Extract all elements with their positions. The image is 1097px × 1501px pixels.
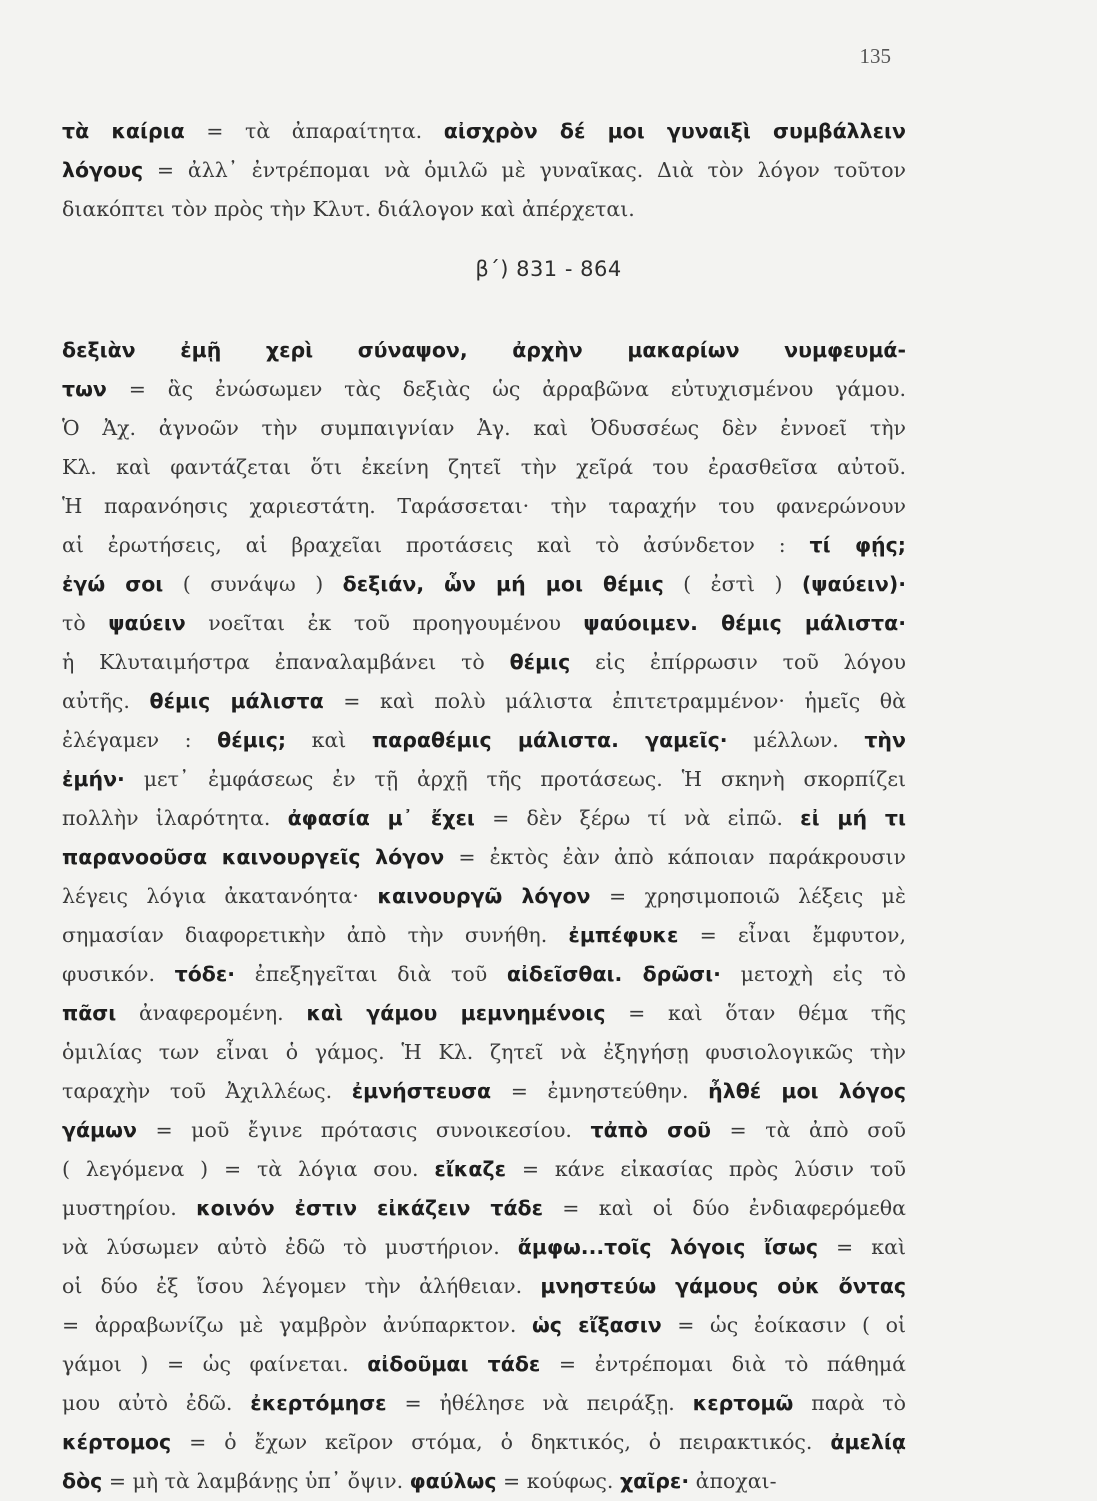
lemma-term: ἐμνήστευσα bbox=[351, 1079, 492, 1103]
text-line bbox=[62, 409, 906, 448]
gloss-text: = ἃς ἐνώσωμεν τὰς δεξιὰς ὡς ἀρραβῶνα εὐτυχισμένου γάμου. bbox=[106, 377, 906, 401]
text-line bbox=[62, 1189, 906, 1228]
lemma-term: ὡς εἴξασιν bbox=[531, 1313, 662, 1337]
gloss-text: ( συνάψω ) bbox=[163, 572, 343, 596]
gloss-text: = κούφως. bbox=[496, 1469, 620, 1493]
text-line bbox=[62, 151, 906, 190]
lemma-term: ἐγώ σοι bbox=[62, 572, 164, 596]
text-line bbox=[62, 604, 906, 643]
gloss-text: ἀποχαι- bbox=[689, 1469, 777, 1493]
text-line bbox=[62, 190, 906, 229]
gloss-text: Ὁ Ἀχ. ἀγνοῶν τὴν συμπαιγνίαν Ἀγ. καὶ Ὀδυσσέως δὲν ἐννοεῖ τὴν bbox=[62, 416, 906, 440]
gloss-text: εἰς ἐπίρρωσιν τοῦ λόγου bbox=[570, 650, 906, 674]
lemma-term: δὸς bbox=[62, 1469, 103, 1493]
text-line bbox=[62, 1033, 906, 1072]
lemma-term: αἰδοῦμαι τάδε bbox=[367, 1352, 541, 1376]
lemma-term: ἄμφω...τοῖς λόγοις ἴσως bbox=[517, 1235, 818, 1259]
text-line bbox=[62, 448, 906, 487]
lemma-term: καινουργῶ λόγον bbox=[377, 884, 591, 908]
gloss-text: = τὰ ἀπὸ σοῦ bbox=[711, 1118, 906, 1142]
lemma-term: ἐμήν· bbox=[62, 767, 125, 791]
gloss-text: = καὶ οἱ δύο ἐνδιαφερόμεθα bbox=[543, 1196, 906, 1220]
gloss-text: καὶ bbox=[286, 728, 372, 752]
gloss-text: παρὰ τὸ bbox=[793, 1391, 906, 1415]
gloss-text: = μοῦ ἔγινε πρότασις συνοικεσίου. bbox=[136, 1118, 591, 1142]
text-line bbox=[62, 1306, 906, 1345]
lemma-term: μνηστεύω γάμους οὐκ ὄντας bbox=[540, 1274, 906, 1298]
text-line bbox=[62, 370, 906, 409]
gloss-text: = ἠθέλησε νὰ πειράξῃ. bbox=[386, 1391, 693, 1415]
text-line bbox=[62, 682, 906, 721]
gloss-text: διακόπτει τὸν πρὸς τὴν Κλυτ. διάλογον καὶ ἀπέρχεται. bbox=[62, 197, 635, 221]
lemma-term: ἐμπέφυκε bbox=[568, 923, 679, 947]
gloss-text: Ἡ παρανόησις χαριεστάτη. Ταράσσεται· τὴν ταραχήν του φανερώνουν bbox=[62, 494, 906, 518]
text-line bbox=[62, 838, 906, 877]
text-line bbox=[62, 1384, 906, 1423]
text-line bbox=[62, 760, 906, 799]
lemma-term: αἰδεῖσθαι. δρῶσι· bbox=[506, 962, 721, 986]
text-line bbox=[62, 1111, 906, 1150]
page-number: 135 bbox=[859, 44, 891, 68]
gloss-text: = εἶναι ἔμφυτον, bbox=[678, 923, 906, 947]
lemma-term: φαύλως bbox=[409, 1469, 497, 1493]
gloss-text: αἱ ἐρωτήσεις, αἱ βραχεῖαι προτάσεις καὶ τὸ ἀσύνδετον : bbox=[62, 533, 810, 557]
lemma-term: θέμις μάλιστα bbox=[149, 689, 324, 713]
gloss-text: γάμοι ) = ὡς φαίνεται. bbox=[62, 1352, 368, 1376]
lemma-term: τόδε· bbox=[174, 962, 236, 986]
gloss-text: = καὶ bbox=[818, 1235, 906, 1259]
lemma-term: τὰ καίρια bbox=[62, 119, 185, 143]
text-line bbox=[62, 331, 906, 370]
text-line bbox=[62, 1150, 906, 1189]
lemma-term: ἦλθέ μοι λόγος bbox=[708, 1079, 906, 1103]
gloss-text: = τὰ ἀπαραίτητα. bbox=[184, 119, 444, 143]
gloss-text: = χρησιμοποιῶ λέξεις μὲ bbox=[590, 884, 906, 908]
lemma-term: δεξιάν, ὧν μή μοι θέμις bbox=[342, 572, 664, 596]
gloss-text: ἀναφερομένη. bbox=[116, 1001, 307, 1025]
gloss-text: ἡ Κλυταιμήστρα ἐπαναλαμβάνει τὸ bbox=[62, 650, 510, 674]
text-line bbox=[62, 799, 906, 838]
text-line bbox=[62, 1423, 906, 1462]
lemma-term: κερτομῶ bbox=[692, 1391, 794, 1415]
gloss-text: ( ἐστὶ ) bbox=[663, 572, 802, 596]
text-line bbox=[62, 994, 906, 1033]
gloss-text: φυσικόν. bbox=[62, 962, 175, 986]
text-line bbox=[62, 877, 906, 916]
lemma-term: δεξιὰν ἐμῇ χερὶ σύναψον, ἀρχὴν μακαρίων νυμφευμά- bbox=[62, 338, 906, 362]
lemma-term: ψαύοιμεν. θέμις μάλιστα· bbox=[583, 611, 906, 635]
gloss-text: σημασίαν διαφορετικὴν ἀπὸ τὴν συνήθη. bbox=[62, 923, 569, 947]
lemma-term: πᾶσι bbox=[62, 1001, 117, 1025]
paragraph-commentary-831-864 bbox=[62, 331, 906, 1501]
text-line bbox=[62, 955, 906, 994]
lemma-term: ψαύειν bbox=[108, 611, 186, 635]
text-line bbox=[62, 1072, 906, 1111]
lemma-term: ἐκερτόμησε bbox=[250, 1391, 387, 1415]
lemma-term: κοινόν ἐστιν εἰκάζειν τάδε bbox=[196, 1196, 544, 1220]
text-line bbox=[62, 916, 906, 955]
lemma-term: τἀπὸ σοῦ bbox=[590, 1118, 712, 1142]
lemma-term: αἰσχρὸν δέ μοι γυναιξὶ συμβάλλειν bbox=[443, 119, 906, 143]
text-line bbox=[62, 565, 906, 604]
text-line bbox=[62, 1462, 906, 1501]
gloss-text: ἐλέγαμεν : bbox=[62, 728, 218, 752]
gloss-text: = δὲν ξέρω τί νὰ εἰπῶ. bbox=[474, 806, 801, 830]
gloss-text: = ἐντρέπομαι διὰ τὸ πάθημά bbox=[540, 1352, 906, 1376]
gloss-text: λέγεις λόγια ἀκατανόητα· bbox=[62, 884, 378, 908]
gloss-text: ( λεγόμενα ) = τὰ λόγια σου. bbox=[62, 1157, 435, 1181]
lemma-term: καὶ γάμου μεμνημένοις bbox=[306, 1001, 606, 1025]
gloss-text: ταραχὴν τοῦ Ἀχιλλέως. bbox=[62, 1079, 352, 1103]
lemma-term: των bbox=[62, 377, 107, 401]
lemma-term: χαῖρε· bbox=[619, 1469, 690, 1493]
text-line bbox=[62, 643, 906, 682]
gloss-text: = μὴ τὰ λαμβάνῃς ὑπ᾽ ὄψιν. bbox=[102, 1469, 410, 1493]
text-line bbox=[62, 721, 906, 760]
text-line bbox=[62, 1345, 906, 1384]
lemma-term: τί φῄς; bbox=[809, 533, 906, 557]
lemma-term: εἴκαζε bbox=[434, 1157, 506, 1181]
gloss-text: νοεῖται ἐκ τοῦ προηγουμένου bbox=[185, 611, 584, 635]
gloss-text: μου αὐτὸ ἐδῶ. bbox=[62, 1391, 251, 1415]
gloss-text: ἐπεξηγεῖται διὰ τοῦ bbox=[235, 962, 507, 986]
gloss-text: = ὁ ἔχων κεῖρον στόμα, ὁ δηκτικός, ὁ πειρακτικός. bbox=[171, 1430, 831, 1454]
gloss-text: = ὡς ἐοίκασιν ( οἱ bbox=[661, 1313, 906, 1337]
gloss-text: οἱ δύο ἐξ ἴσου λέγομεν τὴν ἀλήθειαν. bbox=[62, 1274, 541, 1298]
paragraph-commentary-intro bbox=[62, 112, 906, 229]
gloss-text: τὸ bbox=[62, 611, 109, 635]
gloss-text: πολλὴν ἱλαρότητα. bbox=[62, 806, 288, 830]
text-line bbox=[62, 1267, 906, 1306]
lemma-term: παρανοοῦσα καινουργεῖς λόγον bbox=[62, 845, 445, 869]
gloss-text: = καὶ πολὺ μάλιστα ἐπιτετραμμένον· ἡμεῖς θὰ bbox=[323, 689, 906, 713]
text-line bbox=[62, 526, 906, 565]
gloss-text: = κάνε εἰκασίας πρὸς λύσιν τοῦ bbox=[505, 1157, 906, 1181]
gloss-text: Κλ. καὶ φαντάζεται ὅτι ἐκείνη ζητεῖ τὴν χεῖρά του ἐρασθεῖσα αὐτοῦ. bbox=[62, 455, 906, 479]
gloss-text: = ἀρραβωνίζω μὲ γαμβρὸν ἀνύπαρκτον. bbox=[62, 1313, 532, 1337]
gloss-text: μετοχὴ εἰς τὸ bbox=[720, 962, 906, 986]
gloss-text: ὁμιλίας των εἶναι ὁ γάμος. Ἡ Κλ. ζητεῖ νὰ ἐξηγήσῃ φυσιολογικῶς τὴν bbox=[62, 1040, 906, 1064]
lemma-term: θέμις bbox=[509, 650, 571, 674]
gloss-text: = καὶ ὅταν θέμα τῆς bbox=[605, 1001, 906, 1025]
text-line bbox=[62, 1228, 906, 1267]
lemma-term: (ψαύειν)· bbox=[801, 572, 906, 596]
lemma-term: ἀμελίᾳ bbox=[830, 1430, 906, 1454]
gloss-text: μέλλων. bbox=[727, 728, 865, 752]
lemma-term: κέρτομος bbox=[62, 1430, 172, 1454]
gloss-text: νὰ λύσωμεν αὐτὸ ἐδῶ τὸ μυστήριον. bbox=[62, 1235, 518, 1259]
lemma-term: λόγους bbox=[62, 158, 144, 182]
gloss-text: μυστηρίου. bbox=[62, 1196, 197, 1220]
gloss-text: = ἀλλ᾽ ἐντρέπομαι νὰ ὁμιλῶ μὲ γυναῖκας. Διὰ τὸν λόγον τοῦτον bbox=[143, 158, 906, 182]
gloss-text: = ἐμνηστεύθην. bbox=[491, 1079, 709, 1103]
lemma-term: θέμις; bbox=[217, 728, 287, 752]
lemma-term: εἰ μή τι bbox=[800, 806, 906, 830]
text-line bbox=[62, 487, 906, 526]
gloss-text: = ἐκτὸς ἐὰν ἀπὸ κάποιαν παράκρουσιν bbox=[444, 845, 906, 869]
lemma-term: γάμων bbox=[62, 1118, 137, 1142]
lemma-term: ἀφασία μ᾽ ἔχει bbox=[287, 806, 475, 830]
section-heading: β΄) 831 - 864 bbox=[475, 257, 622, 281]
gloss-text: μετ᾽ ἐμφάσεως ἐν τῇ ἀρχῇ τῆς προτάσεως. Ἡ σκηνὴ σκορπίζει bbox=[124, 767, 906, 791]
text-line bbox=[62, 112, 906, 151]
lemma-term: παραθέμις μάλιστα. γαμεῖς· bbox=[371, 728, 728, 752]
lemma-term: τὴν bbox=[864, 728, 906, 752]
gloss-text: αὐτῆς. bbox=[62, 689, 150, 713]
